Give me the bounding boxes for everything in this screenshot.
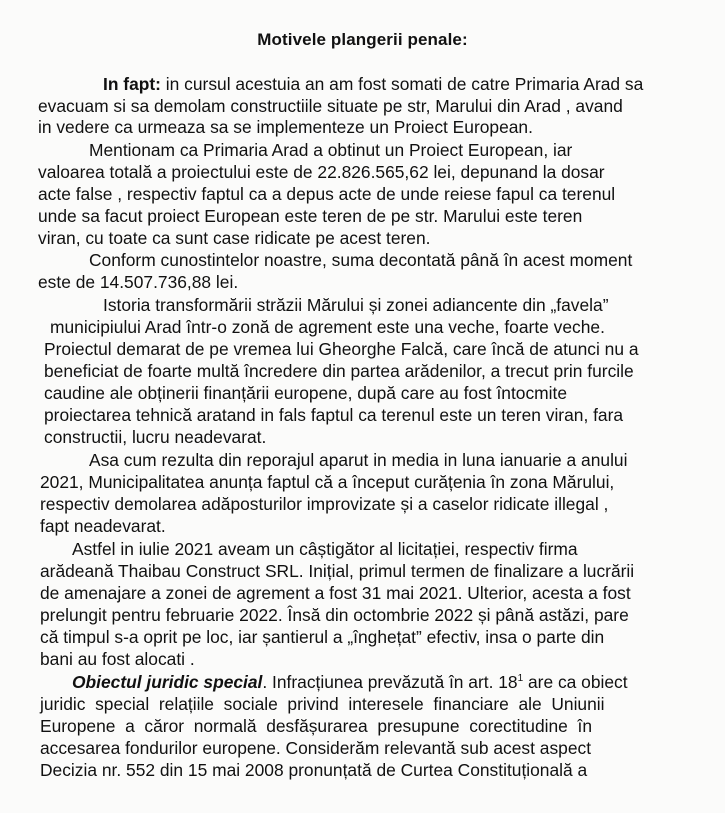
paragraph-line: juridic special relațiile sociale privind interesele financiare ale Uniunii (40, 694, 605, 714)
paragraph-line: Proiectul demarat de pe vremea lui Gheorghe Falcă, care încă de atunci nu a (44, 339, 639, 359)
paragraph-line: caudine ale obținerii finanțării europene, după care au fost întocmite (44, 383, 568, 403)
paragraph-lead-obiectul-juridic: Obiectul juridic special (72, 672, 263, 692)
paragraph-line: Astfel in iulie 2021 aveam un câștigător al licitației, respectiv firma (72, 539, 578, 559)
paragraph-line: municipiului Arad într-o zonă de agrement este una veche, foarte veche. (50, 317, 605, 337)
paragraph-line: arădeană Thaibau Construct SRL. Inițial, primul termen de finalizare a lucrării (40, 561, 635, 581)
paragraph-line: evacuam si sa demolam constructiile situate pe str, Marului din Arad , avand (38, 96, 623, 116)
paragraph-line: acte false , respectiv faptul ca a depus acte de unde reiese fapul ca terenul (38, 184, 616, 204)
paragraph-line: prelungit pentru februarie 2022. Însă din octombrie 2022 și până astăzi, pare (40, 605, 629, 625)
paragraph-line: proiectarea tehnică aratand in fals faptul ca terenul este un teren viran, fara (44, 405, 624, 425)
paragraph-line: Istoria transformării străzii Mărului și zonei adiancente din „favela” (103, 295, 609, 315)
paragraph-line: 2021, Municipalitatea anunța faptul că a început curățenia în zona Mărului, (40, 472, 615, 492)
paragraph-line: constructii, lucru neadevarat. (44, 427, 267, 447)
paragraph-text: in cursul acestuia an am fost somati de catre Primaria Arad sa (160, 74, 644, 94)
paragraph-line (103, 74, 643, 94)
document-title: Motivele plangerii penale: (257, 30, 468, 49)
paragraph-line: fapt neadevarat. (40, 516, 166, 536)
paragraph-line: accesarea fondurilor europene. Considerăm relevantă sub acest aspect (40, 738, 592, 758)
paragraph-line: in vedere ca urmeaza sa se implementeze un Proiect European. (38, 117, 533, 137)
paragraph-line (72, 672, 628, 692)
paragraph-line: Europene a căror normală desfășurarea presupune corectitudine în (40, 716, 592, 736)
paragraph-line: bani au fost alocati . (40, 649, 195, 669)
superscript-index: 1 (517, 673, 524, 685)
paragraph-line: Decizia nr. 552 din 15 mai 2008 pronunțată de Curtea Constituțională a (40, 760, 588, 780)
paragraph-lead-in-fapt: In fapt: (103, 74, 161, 94)
paragraph-text: are ca obiect (523, 672, 628, 692)
paragraph-line: beneficiat de foarte multă încredere din partea arădenilor, a trecut prin furcile (44, 361, 634, 381)
paragraph-text: . Infracțiunea prevăzută în art. 18 (262, 672, 518, 692)
paragraph-line: valoarea totală a proiectului este de 22.826.565,62 lei, depunand la dosar (38, 162, 605, 182)
paragraph-line: Conform cunostintelor noastre, suma decontată până în acest moment (89, 250, 633, 270)
paragraph-line: respectiv demolarea adăposturilor improvizate și a caselor ridicate illegal , (40, 494, 609, 514)
paragraph-line: este de 14.507.736,88 lei. (38, 272, 239, 292)
paragraph-line: de amenajare a zonei de agrement a fost 31 mai 2021. Ulterior, acesta a fost (40, 583, 631, 603)
paragraph-line: Mentionam ca Primaria Arad a obtinut un Proiect European, iar (89, 140, 573, 160)
paragraph-line: viran, cu toate ca sunt case ridicate pe acest teren. (38, 228, 431, 248)
paragraph-line: Asa cum rezulta din reporajul aparut in media in luna ianuarie a anului (89, 450, 628, 470)
paragraph-line: că timpul s-a oprit pe loc, iar șantierul a „înghețat” efectiv, insa o parte din (40, 627, 605, 647)
paragraph-line: unde sa facut proiect European este teren de pe str. Marului este teren (38, 206, 583, 226)
